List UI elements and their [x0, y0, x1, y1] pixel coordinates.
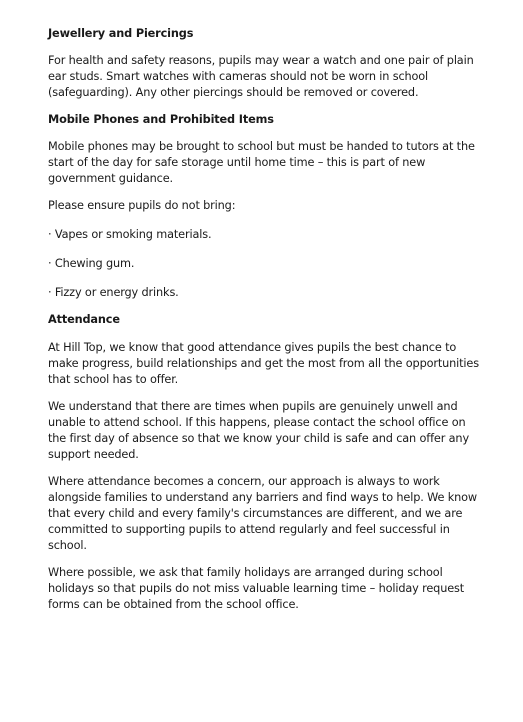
attendance-paragraph-1: At Hill Top, we know that good attendance gives pupils the best chance to make progress, build relationships and get the most from all the opportunities that school has to offer. — [48, 341, 479, 386]
attendance-heading: Attendance — [48, 313, 120, 326]
jewellery-paragraph: For health and safety reasons, pupils may wear a watch and one pair of plain ear studs. Smart watches with cameras should not be worn in school (safeguarding). Any other piercings should be removed or covered. — [48, 54, 474, 99]
phones-heading: Mobile Phones and Prohibited Items — [48, 113, 274, 126]
document-page — [48, 26, 480, 624]
jewellery-heading: Jewellery and Piercings — [48, 27, 194, 40]
attendance-paragraph-2: We understand that there are times when pupils are genuinely unwell and unable to attend school. If this happens, please contact the school office on the first day of absence so that we know your child is safe and can offer any support needed. — [48, 400, 469, 461]
attendance-paragraph-4: Where possible, we ask that family holidays are arranged during school holidays so that pupils do not miss valuable learning time – holiday request forms can be obtained from the school office. — [48, 566, 465, 611]
phones-paragraph: Mobile phones may be brought to school but must be handed to tutors at the start of the day for safe storage until home time – this is part of new government guidance. — [48, 140, 475, 185]
prohibited-intro: Please ensure pupils do not bring: — [48, 199, 236, 212]
prohibited-item: · Fizzy or energy drinks. — [48, 286, 179, 299]
prohibited-item: · Chewing gum. — [48, 257, 135, 270]
prohibited-item: · Vapes or smoking materials. — [48, 228, 212, 241]
attendance-paragraph-3: Where attendance becomes a concern, our approach is always to work alongside families to understand any barriers and find ways to help. We know that every child and every family's circumstances are different, and we are committed to supporting pupils to attend regularly and feel successful in school. — [48, 475, 477, 552]
